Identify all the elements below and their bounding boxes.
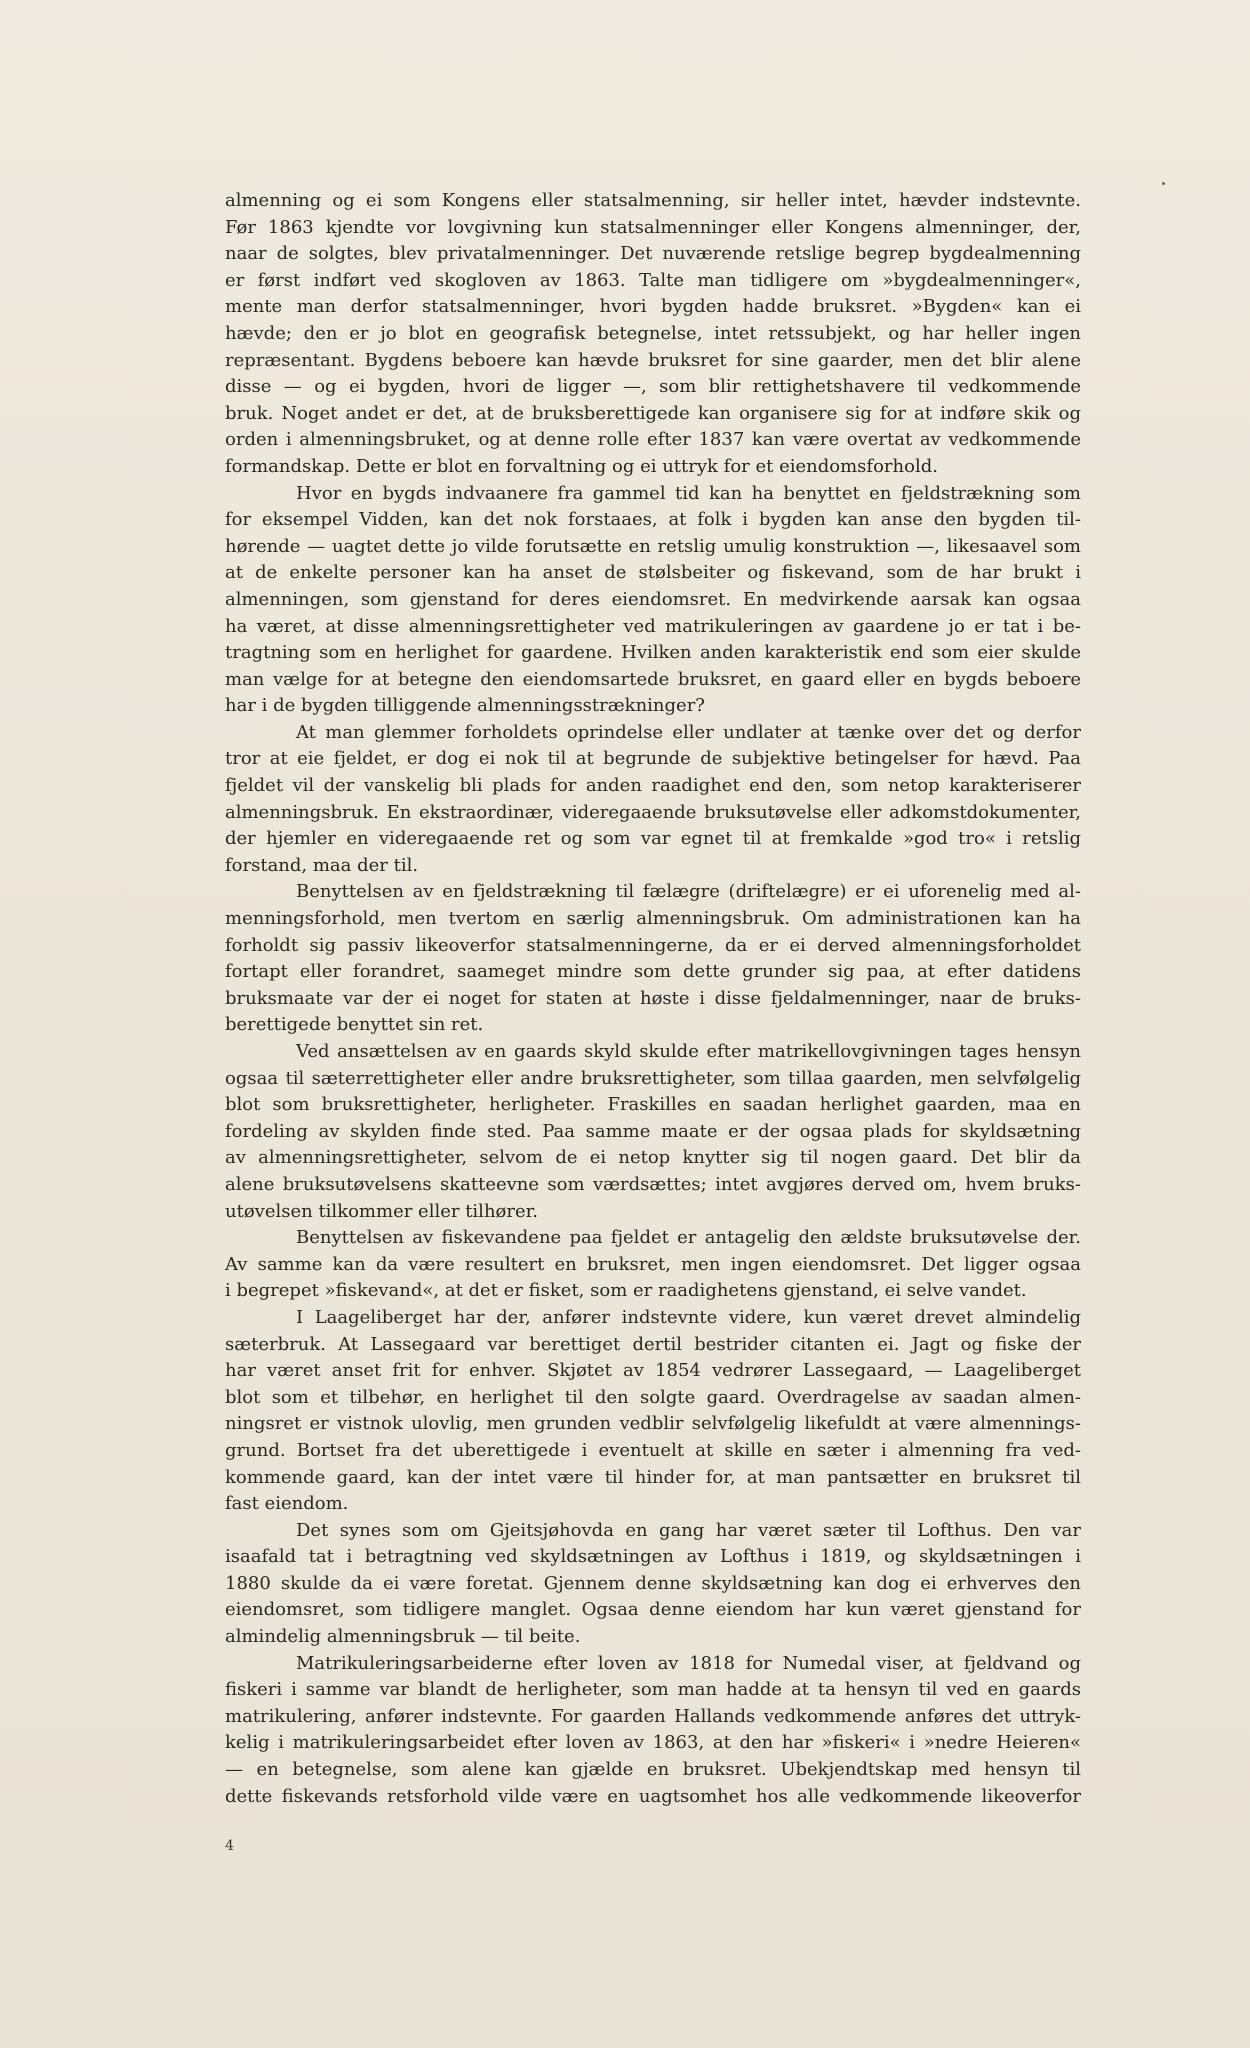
text-line: fiskeri i samme var blandt de herligheter, som man hadde at ta hensyn til ved en gaards [225,1679,1081,1701]
text-line: ogsaa til sæterrettigheter eller andre bruksrettigheter, som tillaa gaarden, men selvfølgelig [225,1067,1081,1089]
text-line: almenningsbruk. En ekstraordinær, videregaaende bruksutøvelse eller adkomstdokumenter, [225,801,1081,823]
text-line: forstand, maa der til. [225,854,419,876]
paragraph [225,481,1081,720]
paper-speck [1162,182,1165,185]
text-line: bruk. Noget andet er det, at de bruksberettigede kan organisere sig for at indføre skik og [225,402,1081,424]
paragraph [225,1039,1081,1225]
text-line: i begrepet »fiskevand«, at det er fisket, som er raadighetens gjenstand, ei selve vandet. [225,1280,1027,1302]
paragraph [225,1305,1081,1518]
text-line: dette fiskevands retsforhold vilde være en uagtsomhet hos alle vedkommende likeoverfor [225,1785,1081,1807]
text-line: fast eiendom. [225,1493,349,1515]
text-line: menningsforhold, men tvertom en særlig almenningsbruk. Om administrationen kan ha [225,908,1081,930]
paragraph [225,1518,1081,1651]
text-line: Benyttelsen av en fjeldstrækning til fælægre (driftelægre) er ei uforenelig med al- [296,881,1081,903]
text-line: eiendomsret, som tidligere manglet. Ogsaa denne eiendom har kun været gjenstand for [225,1599,1081,1621]
text-line: berettigede benyttet sin ret. [225,1014,484,1036]
paragraph [225,1651,1081,1811]
text-line: Før 1863 kjendte vor lovgivning kun statsalmenninger eller Kongens almenninger, der, [225,216,1081,238]
page-number: 4 [225,1838,234,1854]
text-line: for eksempel Vidden, kan det nok forstaaes, at folk i bygden kan anse den bygden til- [225,509,1081,531]
text-line: grund. Bortset fra det uberettigede i eventuelt at skille en sæter i almenning fra ved- [225,1439,1081,1461]
text-line: at de enkelte personer kan ha anset de stølsbeiter og fiskevand, som de har brukt i [225,562,1081,584]
text-line: av almenningsrettigheter, selvom de ei netop knytter sig til nogen gaard. Det blir da [225,1147,1081,1169]
text-line: naar de solgtes, blev privatalmenninger. Det nuværende retslige begrep bygdealmenning [225,243,1081,265]
text-line: ha været, at disse almenningsrettigheter ved matrikuleringen av gaardene jo er tat i be- [225,615,1081,637]
body-text [225,188,1081,1810]
text-line: Benyttelsen av fiskevandene paa fjeldet er antagelig den ældste bruksutøvelse der. [296,1227,1081,1249]
text-line: hørende — uagtet dette jo vilde forutsætte en retslig umulig konstruktion —, likesaavel som [225,535,1081,557]
text-line: 1880 skulde da ei være foretat. Gjennem denne skyldsætning kan dog ei erhverves den [225,1572,1081,1594]
text-line: Det synes som om Gjeitsjøhovda en gang har været sæter til Lofthus. Den var [296,1519,1081,1541]
paragraph [225,879,1081,1039]
text-line: kommende gaard, kan der intet være til hinder for, at man pantsætter en bruksret til [225,1466,1081,1488]
text-line: hævde; den er jo blot en geografisk betegnelse, intet retssubjekt, og har heller ingen [225,322,1081,344]
text-line: sæterbruk. At Lassegaard var berettiget dertil bestrider citanten ei. Jagt og fiske der [225,1333,1081,1355]
text-line: kelig i matrikuleringsarbeidet efter loven av 1863, at den har »fiskeri« i »nedre Heieren« [225,1732,1081,1754]
text-line: Ved ansættelsen av en gaards skyld skulde efter matrikellovgivningen tages hensyn [296,1041,1081,1062]
text-line: I Laageliberget har der, anfører indstevnte videre, kun været drevet almindelig [296,1306,1081,1328]
text-line: repræsentant. Bygdens beboere kan hævde bruksret for sine gaarder, men det blir alene [225,349,1081,371]
paragraph [225,720,1081,880]
text-line: almenning og ei som Kongens eller statsalmenning, sir heller intet, hævder indstevnte. [225,190,1081,211]
text-line: almindelig almenningsbruk — til beite. [225,1626,581,1648]
text-line: tror at eie fjeldet, er dog ei nok til at begrunde de subjektive betingelser for hævd. Paa [225,748,1081,770]
text-line: forholdt sig passiv likeoverfor statsalmenningerne, da er ei derved almenningsforholdet [225,934,1081,956]
text-line: fjeldet vil der vanskelig bli plads for anden raadighet end den, som netop karakteriserer [225,775,1081,797]
text-line: man vælge for at betegne den eiendomsartede bruksret, en gaard eller en bygds beboere [225,668,1081,690]
text-line: disse — og ei bygden, hvori de ligger —, som blir rettighetshavere til vedkommende [225,376,1081,398]
text-line: er først indført ved skogloven av 1863. Talte man tidligere om »bygdealmenninger«, [225,269,1081,291]
text-line: At man glemmer forholdets oprindelse eller undlater at tænke over det og derfor [296,721,1081,743]
text-line: utøvelsen tilkommer eller tilhører. [225,1200,538,1222]
text-line: fortapt eller forandret, saameget mindre som dette grunder sig paa, at efter datidens [225,961,1081,983]
text-line: Hvor en bygds indvaanere fra gammel tid kan ha benyttet en fjeldstrækning som [296,482,1081,504]
text-line: — en betegnelse, som alene kan gjælde en bruksret. Ubekjendtskap med hensyn til [225,1759,1081,1781]
text-line: fordeling av skylden finde sted. Paa samme maate er der ogsaa plads for skyldsætning [225,1120,1081,1142]
text-line: har været anset frit for enhver. Skjøtet av 1854 vedrører Lassegaard, — Laageliberget [225,1360,1081,1382]
text-line: matrikulering, anfører indstevnte. For gaarden Hallands vedkommende anføres det uttryk- [225,1705,1081,1727]
text-line: blot som et tilbehør, en herlighet til den solgte gaard. Overdragelse av saadan almen- [225,1386,1081,1408]
text-line: bruksmaate var der ei noget for staten at høste i disse fjeldalmenninger, naar de bruks- [225,987,1081,1009]
text-line: Av samme kan da være resultert en bruksret, men ingen eiendomsret. Det ligger ogsaa [225,1253,1081,1275]
text-line: Matrikuleringsarbeiderne efter loven av 1818 for Numedal viser, at fjeldvand og [296,1652,1081,1674]
text-line: tragtning som en herlighet for gaardene. Hvilken anden karakteristik end som eier skulde [225,642,1081,664]
text-line: isaafald tat i betragtning ved skyldsætningen av Lofthus i 1819, og skyldsætningen i [225,1546,1081,1568]
text-line: blot som bruksrettigheter, herligheter. Fraskilles en saadan herlighet gaarden, maa en [225,1094,1081,1116]
text-line: alene bruksutøvelsens skatteevne som værdsættes; intet avgjøres derved om, hvem bruks- [225,1173,1081,1195]
paragraph [225,188,1081,481]
text-line: almenningen, som gjenstand for deres eiendomsret. En medvirkende aarsak kan ogsaa [225,588,1081,610]
text-line: orden i almenningsbruket, og at denne rolle efter 1837 kan være overtat av vedkommende [225,429,1081,451]
paragraph [225,1225,1081,1305]
text-line: har i de bygden tilliggende almenningsstrækninger? [225,695,705,717]
text-line: ningsret er vistnok ulovlig, men grunden vedblir selvfølgelig likefuldt at være almennings- [225,1413,1081,1435]
text-line: formandskap. Dette er blot en forvaltning og ei uttryk for et eiendomsforhold. [225,455,938,477]
text-line: der hjemler en videregaaende ret og som var egnet til at fremkalde »god tro« i retslig [225,828,1081,850]
text-line: mente man derfor statsalmenninger, hvori bygden hadde bruksret. »Bygden« kan ei [225,296,1081,318]
